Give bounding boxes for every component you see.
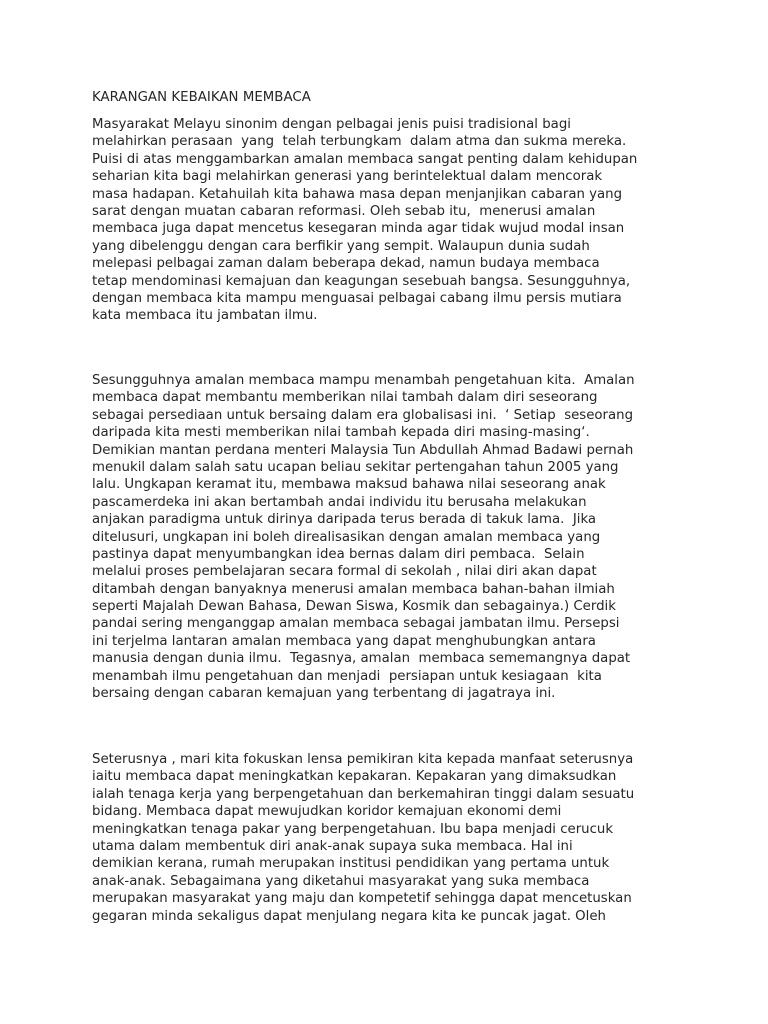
text-line: Puisi di atas menggambarkan amalan membaca sangat penting dalam kehidupan [92,151,638,167]
text-line: manusia dengan dunia ilmu. Tegasnya, amalan membaca sememangnya dapat [92,651,631,667]
text-line: Demikian mantan perdana menteri Malaysia Tun Abdullah Ahmad Badawi pernah [92,442,634,458]
text-line: membaca juga dapat mencetus kesegaran minda agar tidak wujud modal insan [92,221,625,237]
text-line: pandai sering menganggap amalan membaca sebagai jambatan ilmu. Persepsi [92,616,620,632]
text-line: kata membaca itu jambatan ilmu. [92,308,318,324]
text-line: gegaran minda sekaligus dapat menjulang negara kita ke puncak jagat. Oleh [92,908,606,924]
text-line: ditelusuri, ungkapan ini boleh direalisasikan dengan amalan membaca yang [92,529,601,545]
paragraph-3 [92,751,692,925]
text-line: dengan membaca kita mampu menguasai pelbagai cabang ilmu persis mutiara [92,290,622,306]
text-line: Seterusnya , mari kita fokuskan lensa pemikiran kita kepada manfaat seterusnya [92,752,634,767]
text-line: melalui proses pembelajaran secara formal di sekolah , nilai diri akan dapat [92,564,597,580]
text-line: lalu. Ungkapan keramat itu, membawa maksud bahawa nilai seseorang anak [92,477,606,493]
text-line: ialah tenaga kerja yang berpengetahuan dan berkemahiran tinggi dalam sesuatu [92,786,635,802]
text-line: sebagai persediaan untuk bersaing dalam era globalisasi ini. ‘ Setiap seseorang [92,407,634,423]
text-line: masa hadapan. Ketahuilah kita bahawa masa depan menjanjikan cabaran yang [92,186,623,202]
text-line: pascamerdeka ini akan bertambah andai individu itu berusaha melakukan [92,494,587,510]
text-line: melahirkan perasaan yang telah terbungkam dalam atma dan sukma mereka. [92,134,627,150]
text-line: iaitu membaca dapat meningkatkan kepakaran. Kepakaran yang dimaksudkan [92,769,617,785]
text-line: tetap mendominasi kemajuan dan keagungan sesebuah bangsa. Sesungguhnya, [92,273,631,289]
text-line: ini terjelma lantaran amalan membaca yang dapat menghubungkan antara [92,633,596,649]
text-line: melepasi pelbagai zaman dalam beberapa dekad, namun budaya membaca [92,256,600,272]
text-line: bidang. Membaca dapat mewujudkan koridor kemajuan ekonomi demi [92,804,562,820]
text-line: Sesungguhnya amalan membaca mampu menambah pengetahuan kita. Amalan [92,373,635,388]
text-line: demikian kerana, rumah merupakan institusi pendidikan yang pertama untuk [92,856,610,872]
text-line: sarat dengan muatan cabaran reformasi. Oleh sebab itu, menerusi amalan [92,203,596,219]
text-line: seperti Majalah Dewan Bahasa, Dewan Siswa, Kosmik dan sebagainya.) Cerdik [92,599,616,615]
text-line: yang dibelenggu dengan cara berfikir yang sempit. Walaupun dunia sudah [92,238,590,254]
document-title: KARANGAN KEBAIKAN MEMBACA [92,90,311,105]
paragraph-2 [92,372,692,702]
text-line: daripada kita mesti memberikan nilai tambah kepada diri masing-masing‘. [92,425,590,441]
text-line: meningkatkan tenaga pakar yang berpengetahuan. Ibu bapa menjadi cerucuk [92,821,614,837]
text-line: anak-anak. Sebagaimana yang diketahui masyarakat yang suka membaca [92,873,590,889]
text-line: anjakan paradigma untuk dirinya daripada terus berada di takuk lama. Jika [92,512,597,528]
text-line: pastinya dapat menyumbangkan idea bernas dalam diri pembaca. Selain [92,546,585,562]
paragraph-1 [92,116,692,325]
text-line: seharian kita bagi melahirkan generasi yang berintelektual dalam mencorak [92,169,603,185]
text-line: menukil dalam salah satu ucapan beliau sekitar pertengahan tahun 2005 yang [92,459,619,475]
text-line: membaca dapat membantu memberikan nilai tambah dalam diri seseorang [92,390,598,406]
text-line: ditambah dengan banyaknya menerusi amalan membaca bahan-bahan ilmiah [92,581,615,597]
text-line: utama dalam membentuk diri anak-anak supaya suka membaca. Hal ini [92,838,573,854]
text-line: Masyarakat Melayu sinonim dengan pelbagai jenis puisi tradisional bagi [92,117,571,132]
text-line: bersaing dengan cabaran kemajuan yang terbentang di jagatraya ini. [92,686,556,702]
text-line: merupakan masyarakat yang maju dan kompetetif sehingga dapat mencetuskan [92,891,632,907]
text-line: menambah ilmu pengetahuan dan menjadi persiapan untuk kesiagaan kita [92,668,602,684]
